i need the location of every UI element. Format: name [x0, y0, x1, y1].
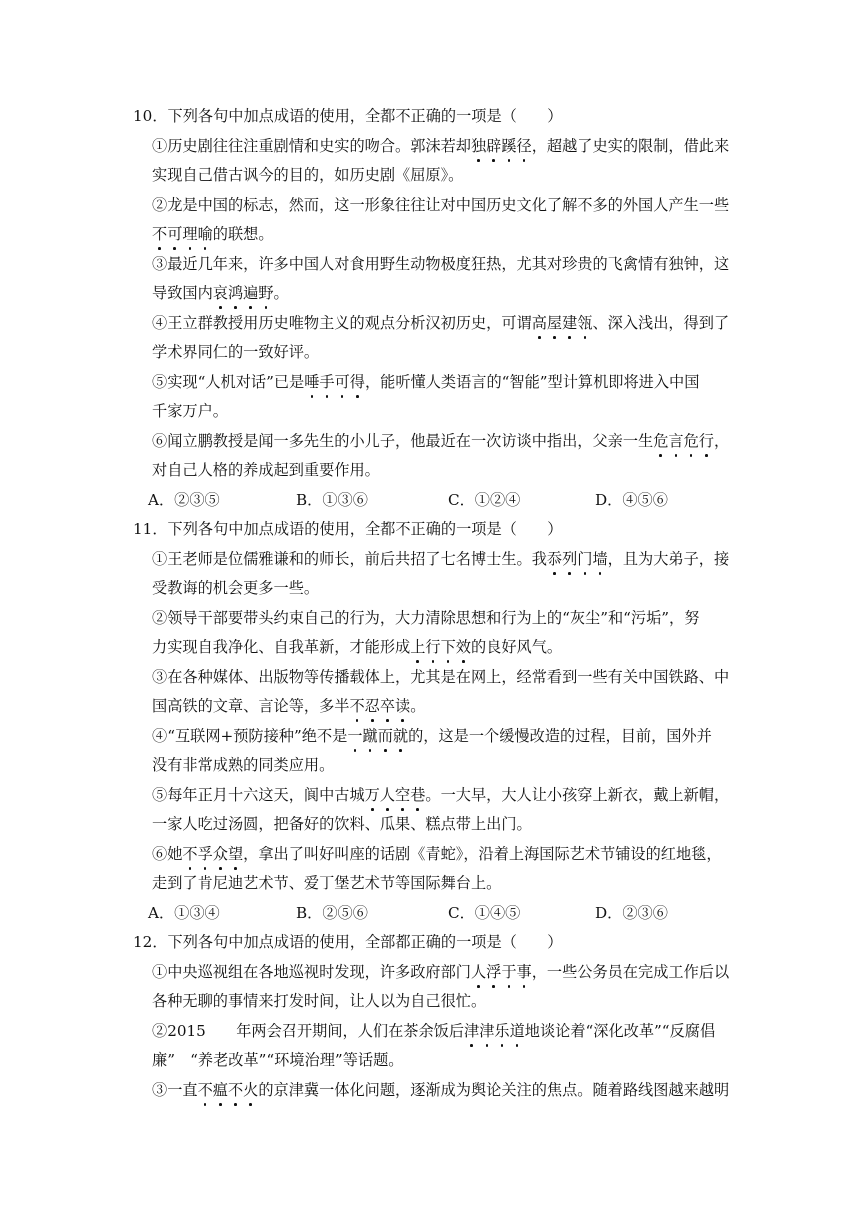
- question-11-line: ②领导干部要带头约束自己的行为，大力清除思想和行为上的“灰尘”和“污垢”，努: [152, 609, 700, 627]
- question-11-line: ④“互联网+预防接种”绝不是一蹴而就的，这是一个缓慢改造的过程，目前，国外并: [152, 727, 712, 745]
- question-12-stem: 12．下列各句中加点成语的使用，全部都正确的一项是（ ）: [133, 933, 563, 951]
- option-d[interactable]: D．④⑤⑥: [595, 491, 668, 509]
- question-12-line: ③一直不瘟不火的京津冀一体化问题，逐渐成为舆论关注的焦点。随着路线图越来越明: [152, 1081, 730, 1099]
- question-12-line: ①中央巡视组在各地巡视时发现，许多政府部门人浮于事，一些公务员在完成工作后以: [152, 963, 730, 981]
- question-12-line: 廉” “养老改革”“环境治理”等话题。: [152, 1051, 404, 1069]
- question-12-line: ②2015 年两会召开期间，人们在茶余饭后津津乐道地谈论着“深化改革”“反腐倡: [152, 1022, 716, 1040]
- option-d[interactable]: D．②③⑥: [595, 904, 668, 922]
- question-11-line: 受教诲的机会更多一些。: [152, 579, 320, 597]
- option-c[interactable]: C．①②④: [448, 491, 521, 509]
- question-11-line: 国高铁的文章、言论等，多半不忍卒读。: [152, 697, 426, 715]
- question-10-line: ⑤实现“人机对话”已是唾手可得，能听懂人类语言的“智能”型计算机即将进入中国: [152, 373, 700, 391]
- question-10-line: 千家万户。: [152, 402, 228, 420]
- question-10-line: ④王立群教授用历史唯物主义的观点分析汉初历史，可谓高屋建瓴、深入浅出，得到了: [152, 314, 730, 332]
- question-11-line: 走到了肯尼迪艺术节、爱丁堡艺术节等国际舞台上。: [152, 874, 502, 892]
- question-10-line: 导致国内哀鸿遍野。: [152, 284, 289, 302]
- question-10-line: 实现自己借古讽今的目的，如历史剧《屈原》。: [152, 166, 464, 184]
- question-10-line: ①历史剧往往注重剧情和史实的吻合。郭沫若却独辟蹊径，超越了史实的限制，借此来: [152, 137, 730, 155]
- question-10-stem: 10．下列各句中加点成语的使用，全都不正确的一项是（ ）: [133, 107, 563, 125]
- question-11-line: ⑤每年正月十六这天，阆中古城万人空巷。一大早，大人让小孩穿上新衣，戴上新帽，: [152, 786, 730, 804]
- question-11-line: 力实现自我净化、自我革新，才能形成上行下效的良好风气。: [152, 638, 563, 656]
- question-10-line: ②龙是中国的标志，然而，这一形象往往让对中国历史文化了解不多的外国人产生一些: [152, 196, 730, 214]
- question-12-line: 各种无聊的事情来打发时间，让人以为自己很忙。: [152, 992, 487, 1010]
- option-a[interactable]: A．②③⑤: [148, 491, 220, 509]
- option-c[interactable]: C．①④⑤: [448, 904, 521, 922]
- question-10-line: ⑥闻立鹏教授是闻一多先生的小儿子，他最近在一次访谈中指出，父亲一生危言危行，: [152, 432, 730, 450]
- question-11-line: 一家人吃过汤圆，把备好的饮料、瓜果、糕点带上出门。: [152, 815, 532, 833]
- question-11-line: 没有非常成熟的同类应用。: [152, 756, 335, 774]
- question-11-stem: 11．下列各句中加点成语的使用，全都不正确的一项是（ ）: [133, 520, 563, 538]
- question-11-line: ⑥她不孚众望，拿出了叫好叫座的话剧《青蛇》，沿着上海国际艺术节铺设的红地毯，: [152, 845, 722, 863]
- option-b[interactable]: B．②⑤⑥: [296, 904, 368, 922]
- question-11-line: ③在各种媒体、出版物等传播载体上，尤其是在网上，经常看到一些有关中国铁路、中: [152, 668, 730, 686]
- question-10-line: ③最近几年来，许多中国人对食用野生动物极度狂热，尤其对珍贵的飞禽情有独钟，这: [152, 255, 730, 273]
- option-a[interactable]: A．①③④: [148, 904, 220, 922]
- question-10-line: 学术界同仁的一致好评。: [152, 343, 320, 361]
- option-b[interactable]: B．①③⑥: [296, 491, 368, 509]
- question-10-line: 对自己人格的养成起到重要作用。: [152, 461, 380, 479]
- question-10-line: 不可理喻的联想。: [152, 225, 274, 243]
- question-11-line: ①王老师是位儒雅谦和的师长，前后共招了七名博士生。我忝列门墙，且为大弟子，接: [152, 550, 730, 568]
